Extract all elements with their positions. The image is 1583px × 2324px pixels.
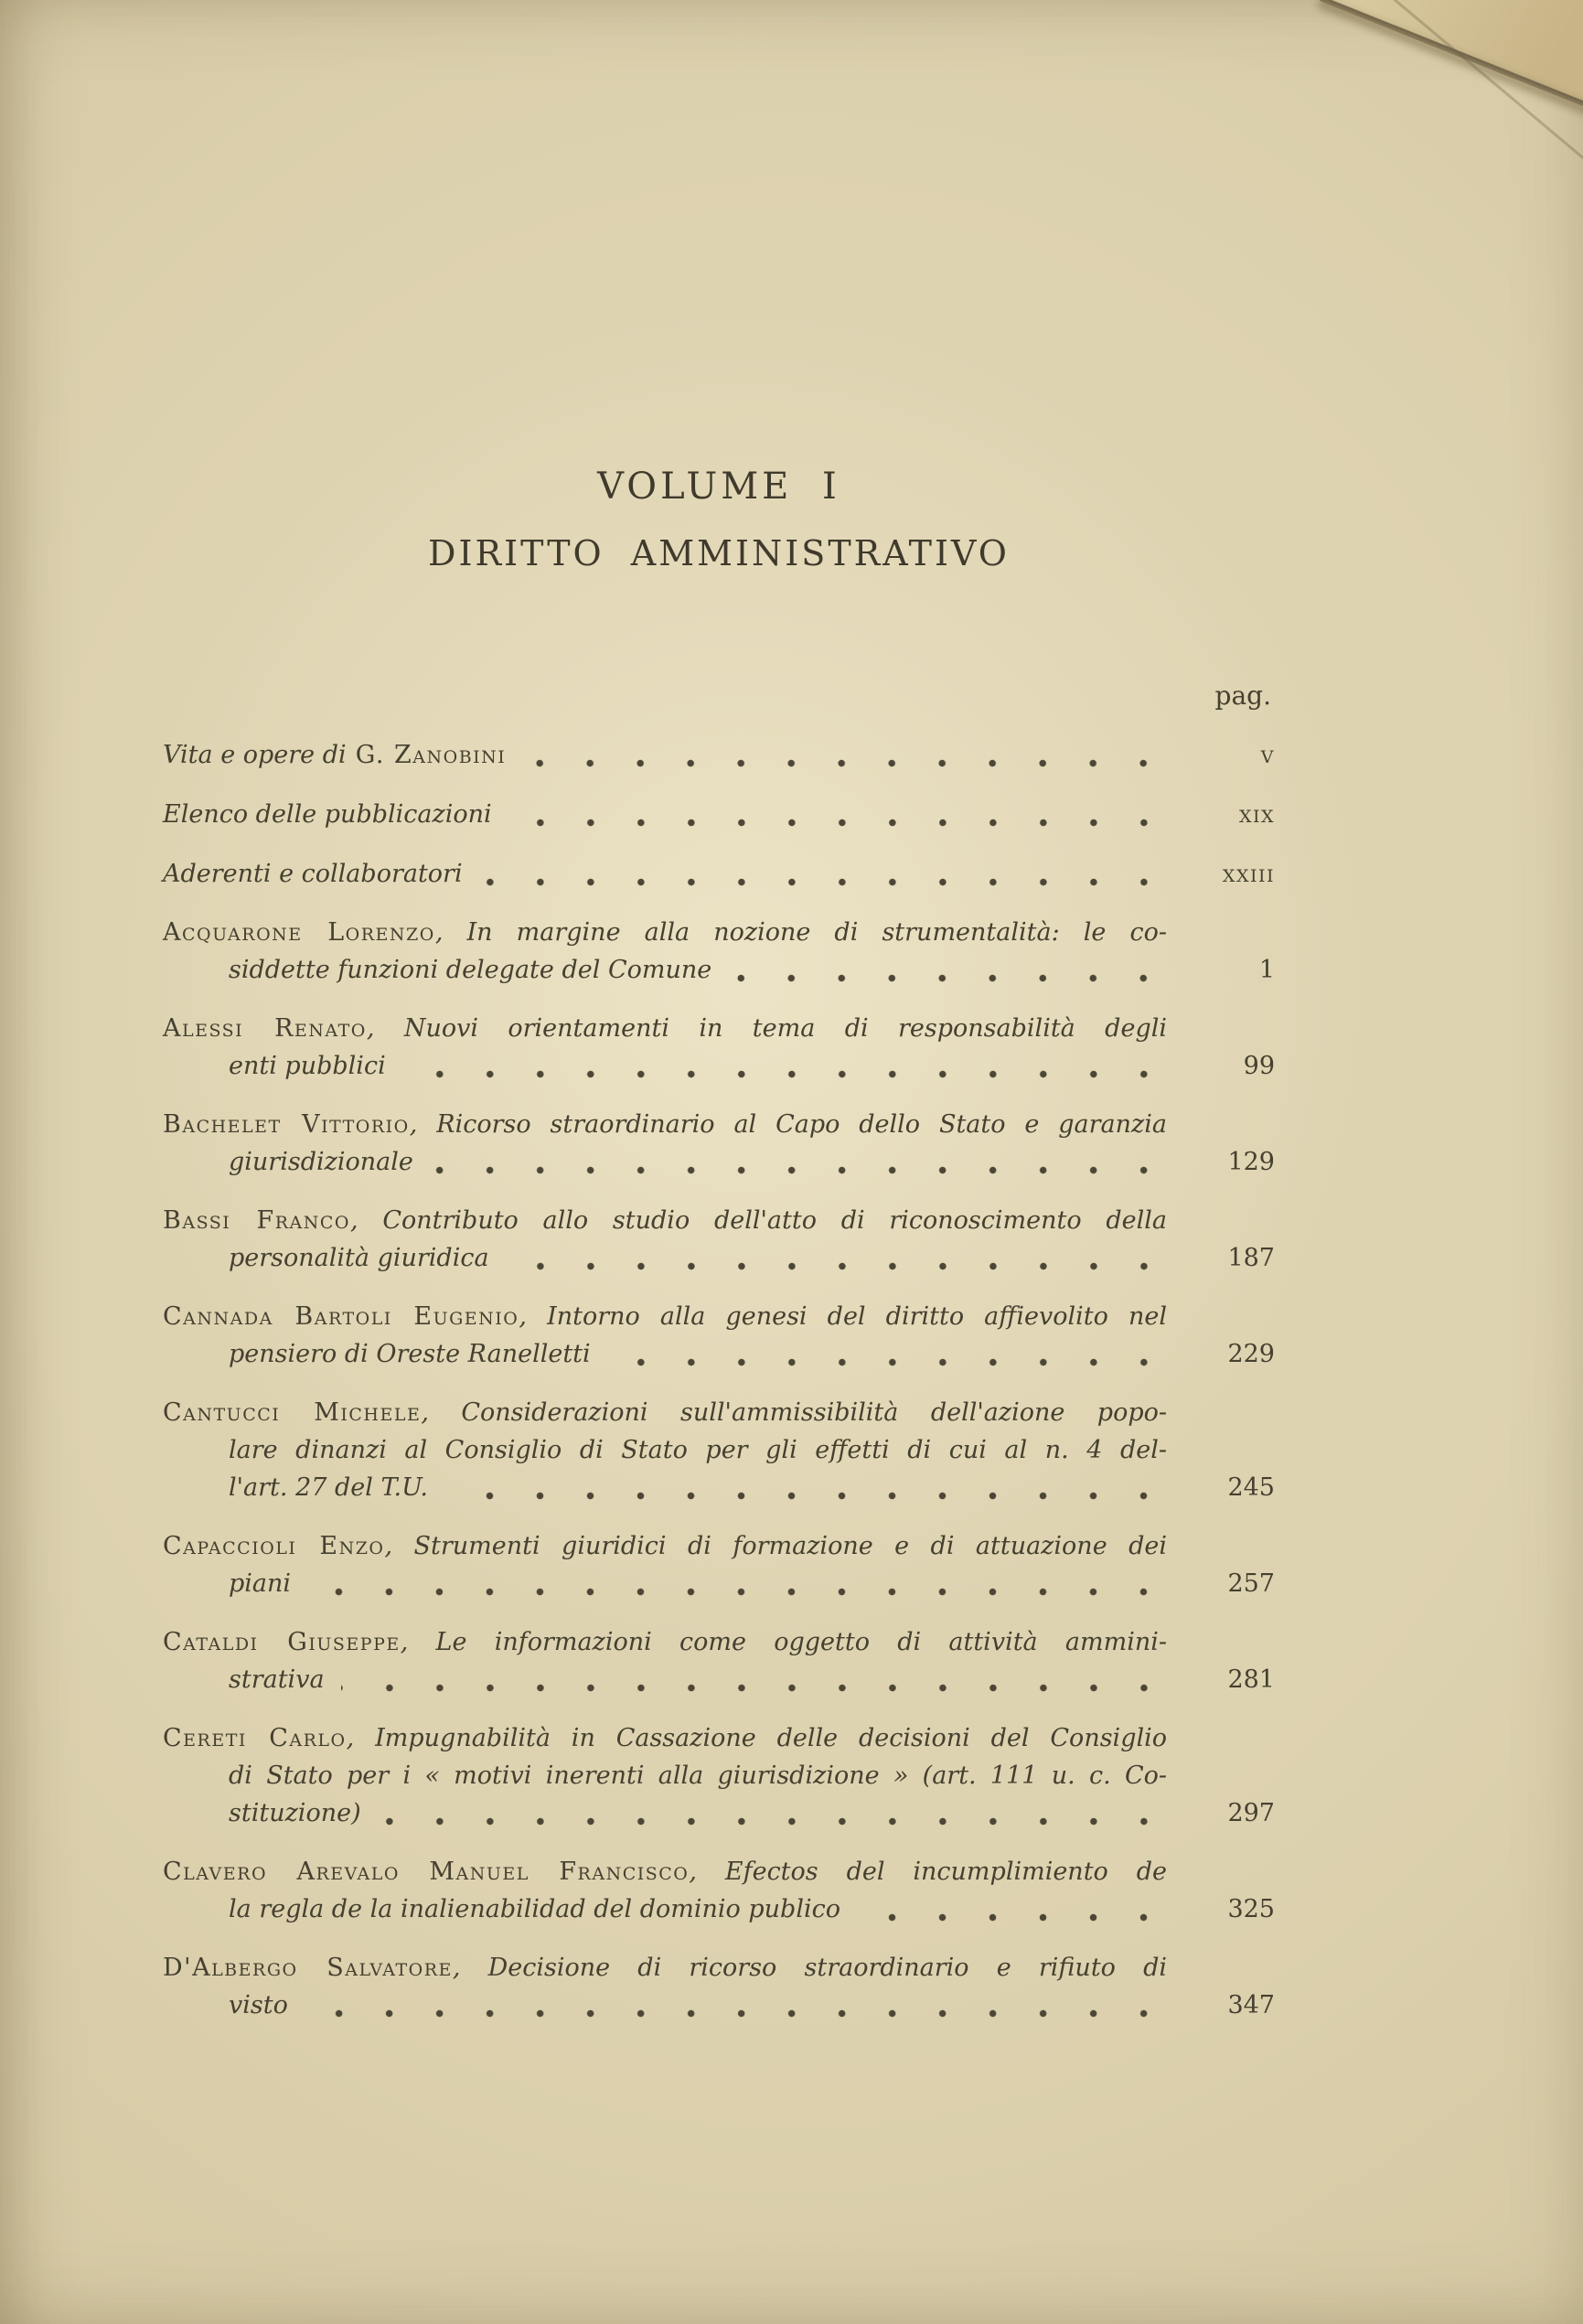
dot-leader xyxy=(724,951,1178,989)
entry-last-line xyxy=(229,1987,1275,2024)
author-name: Cataldi Giuseppe xyxy=(163,1628,401,1656)
toc-front-matter-item xyxy=(163,736,1275,774)
entry-continuation-line xyxy=(229,1431,1275,1469)
title-text: piani xyxy=(229,1569,292,1598)
dot-leader xyxy=(304,1565,1178,1602)
title-text: pensiero di Oreste Ranelletti xyxy=(229,1340,591,1368)
toc-front-matter-item xyxy=(163,855,1275,893)
page-number: 1 xyxy=(1258,956,1275,984)
title-text: strativa xyxy=(229,1665,325,1694)
author-name: Bachelet Vittorio xyxy=(163,1110,410,1139)
dot-leader xyxy=(853,1890,1178,1928)
page-number: 257 xyxy=(1227,1569,1275,1598)
toc-entry xyxy=(163,1719,1275,1832)
front-matter-name: G. Zanobini xyxy=(346,741,507,769)
dot-leader xyxy=(399,1047,1178,1085)
title-text: , Ricorso straordinario al Capo dello Stato e garanzia xyxy=(409,1110,1167,1139)
page-column-header-row xyxy=(163,677,1275,714)
dot-leader xyxy=(441,1469,1178,1506)
title-text: personalità giuridica xyxy=(229,1244,489,1272)
dot-leader xyxy=(374,1794,1178,1832)
toc-entry xyxy=(163,914,1275,989)
entry-first-line xyxy=(163,1202,1275,1239)
title-text: giurisdizionale xyxy=(229,1148,413,1176)
author-name: Bassi Franco xyxy=(163,1206,351,1235)
entry-last-line xyxy=(229,1794,1275,1832)
entry-first-line xyxy=(163,914,1275,951)
entry-last-line xyxy=(229,1890,1275,1928)
toc-entry xyxy=(163,1853,1275,1928)
title-text: , Contributo allo studio dell'atto di riconoscimento della xyxy=(350,1206,1167,1235)
page-number: v xyxy=(1260,741,1275,769)
toc-entry xyxy=(163,1202,1275,1277)
author-name: D'Albergo Salvatore xyxy=(163,1954,453,1982)
entry-last-line xyxy=(229,1239,1275,1277)
entry-last-line xyxy=(229,1143,1275,1181)
front-matter-title: Elenco delle pubblicazioni xyxy=(163,800,492,829)
page-number: 99 xyxy=(1243,1052,1275,1080)
page-number: xxiii xyxy=(1222,860,1275,888)
toc-entry xyxy=(163,1527,1275,1602)
entry-last-line xyxy=(229,1469,1275,1506)
entry-last-line xyxy=(229,951,1275,989)
toc-entry xyxy=(163,1949,1275,2024)
page-number: 229 xyxy=(1227,1340,1275,1368)
entry-first-line xyxy=(163,1010,1275,1047)
dot-leader xyxy=(519,736,1178,774)
entry-first-line xyxy=(163,1719,1275,1757)
entry-last-line xyxy=(229,1335,1275,1373)
entry-continuation-line xyxy=(229,1757,1275,1794)
title-text: , Decisione di ricorso straordinario e rifiuto di xyxy=(452,1954,1168,1982)
entry-first-line xyxy=(163,1527,1275,1565)
title-text: , Strumenti giuridici di formazione e di attuazione dei xyxy=(384,1532,1168,1560)
title-text: , Efectos del incumplimiento de xyxy=(689,1858,1167,1886)
page-number: 297 xyxy=(1227,1799,1275,1827)
toc-entry xyxy=(163,1298,1275,1373)
toc-entry xyxy=(163,1394,1275,1506)
front-matter-title: Aderenti e collaboratori xyxy=(163,860,463,888)
title-text: di Stato per i « motivi inerenti alla giurisdizione » (art. 111 u. c. Co- xyxy=(229,1762,1167,1790)
page-number: xix xyxy=(1238,800,1275,829)
author-name: Cereti Carlo xyxy=(163,1724,347,1752)
author-name: Clavero Arevalo Manuel Francisco xyxy=(163,1858,690,1886)
title-text: visto xyxy=(229,1991,288,2019)
dot-leader xyxy=(426,1143,1178,1181)
author-name: Cannada Bartoli Eugenio xyxy=(163,1302,519,1331)
entry-first-line xyxy=(163,1394,1275,1431)
title-text: lare dinanzi al Consiglio di Stato per gli effetti di cui al n. 4 del- xyxy=(229,1436,1167,1464)
title-text: enti pubblici xyxy=(229,1052,386,1080)
entry-first-line xyxy=(163,1298,1275,1335)
title-text: , Considerazioni sull'ammissibilità dell'azione popo- xyxy=(421,1398,1168,1427)
toc-entry xyxy=(163,1106,1275,1181)
page-number: 129 xyxy=(1227,1148,1275,1176)
toc-entry xyxy=(163,1010,1275,1085)
page-number: 325 xyxy=(1227,1895,1275,1923)
dot-leader xyxy=(502,1239,1178,1277)
dot-leader xyxy=(301,1987,1178,2024)
title-text: , Le informazioni come oggetto di attività ammini- xyxy=(400,1628,1167,1656)
author-name: Acquarone Lorenzo xyxy=(163,918,435,947)
page-number: 245 xyxy=(1227,1473,1275,1502)
title-text: , Impugnabilità in Cassazione delle decisioni del Consiglio xyxy=(346,1724,1168,1752)
title-text: , Nuovi orientamenti in tema di responsabilità degli xyxy=(366,1014,1167,1043)
page-column-header: pag. xyxy=(1214,680,1271,711)
title-text: l'art. 27 del T.U. xyxy=(229,1473,428,1502)
title-text: la regla de la inalienabilidad del dominio publico xyxy=(229,1895,840,1923)
page-content xyxy=(163,0,1275,2024)
volume-title: VOLUME I xyxy=(597,466,840,508)
author-name: Alessi Renato xyxy=(163,1014,367,1043)
entry-first-line xyxy=(163,1853,1275,1890)
table-of-contents xyxy=(163,736,1275,2024)
section-title: DIRITTO AMMINISTRATIVO xyxy=(428,533,1010,573)
entry-last-line xyxy=(229,1661,1275,1698)
dot-leader xyxy=(505,796,1178,833)
page-number: 187 xyxy=(1227,1244,1275,1272)
title-text: stituzione) xyxy=(229,1799,361,1827)
page-number: 347 xyxy=(1227,1991,1275,2019)
title-text: , In margine alla nozione di strumentalità: le co- xyxy=(434,918,1167,947)
entry-first-line xyxy=(163,1106,1275,1143)
dot-leader xyxy=(604,1335,1178,1373)
author-name: Cantucci Michele xyxy=(163,1398,422,1427)
entry-first-line xyxy=(163,1949,1275,1987)
toc-front-matter-item xyxy=(163,796,1275,833)
dot-leader xyxy=(476,855,1178,893)
title-text: siddette funzioni delegate del Comune xyxy=(229,956,712,984)
toc-entry xyxy=(163,1623,1275,1698)
entry-last-line xyxy=(229,1565,1275,1602)
dot-leader xyxy=(337,1661,1178,1698)
page-corner-fold xyxy=(1307,0,1583,108)
front-matter-title: Vita e opere di xyxy=(163,741,347,769)
title-text: , Intorno alla genesi del diritto affievolito nel xyxy=(519,1302,1167,1331)
page-number: 281 xyxy=(1227,1665,1275,1694)
author-name: Capaccioli Enzo xyxy=(163,1532,385,1560)
entry-first-line xyxy=(163,1623,1275,1661)
entry-last-line xyxy=(229,1047,1275,1085)
